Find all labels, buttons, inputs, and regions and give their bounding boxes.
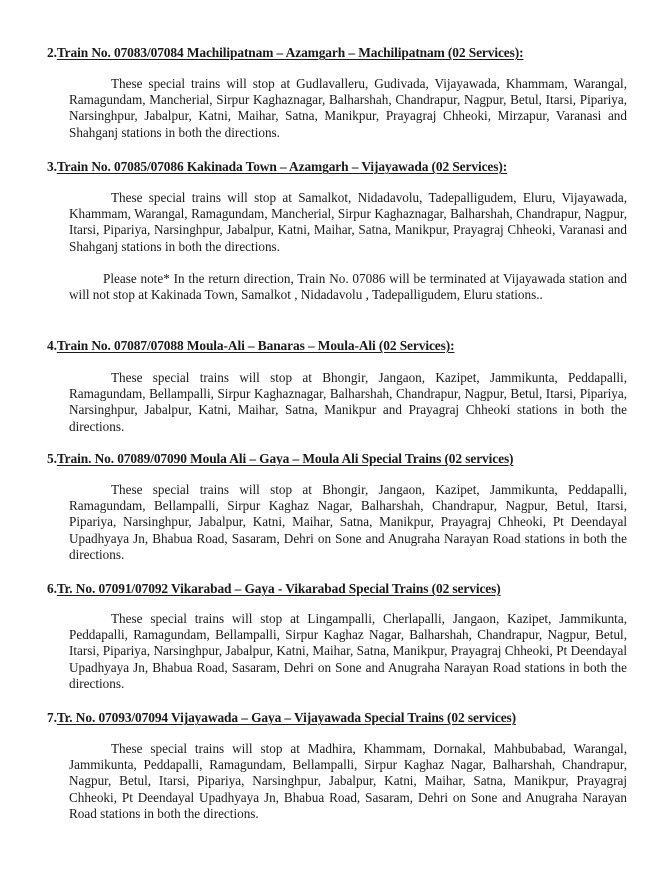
- section-number: 3.: [47, 159, 57, 174]
- section-number: 4.: [47, 338, 57, 353]
- stops-paragraph: These special trains will stop at Bhongir, Jangaon, Kazipet, Jammikunta, Peddapalli, Ramagundam, Bellampalli, Sirpur Kaghaznagar, Balharshah, Chandrapur, Nagpur, Betul, Itarsi, Pipariya, Narsinghpur, Jabalpur, Katni, Maihar, Satna, Manikpur and Prayagraj Chheoki stations in both the directions.: [69, 370, 627, 434]
- stops-paragraph: These special trains will stop at Samalkot, Nidadavolu, Tadepalligudem, Eluru, Vijayawada, Khammam, Warangal, Ramagundam, Mancherial, Sirpur Kaghaznagar, Balharshah, Chandrapur, Nagpur, Itarsi, Pipariya, Narsinghpur, Jabalpur, Katni, Maihar, Satna, Manikpur, Prayagraj Chheoki, Varanasi and Shahganj stations in both the directions.: [69, 190, 627, 254]
- section-title: Tr. No. 07093/07094 Vijayawada – Gaya – Vijayawada Special Trains (02 services): [56, 710, 517, 725]
- section-heading: [47, 581, 501, 597]
- section-heading: [47, 710, 516, 726]
- section-number: 6.: [47, 581, 57, 596]
- section-heading: [47, 451, 513, 467]
- section-title: Train No. 07083/07084 Machilipatnam – Azamgarh – Machilipatnam (02 Services):: [56, 45, 524, 60]
- stops-paragraph: These special trains will stop at Gudlavalleru, Gudivada, Vijayawada, Khammam, Warangal, Ramagundam, Mancherial, Sirpur Kaghaznagar, Balharshah, Chandrapur, Nagpur, Betul, Itarsi, Pipariya, Narsinghpur, Jabalpur, Katni, Maihar, Satna, Manikpur, Prayagraj Chheoki, Mirzapur, Varanasi and Shahganj stations in both the directions.: [69, 76, 627, 140]
- stops-paragraph: These special trains will stop at Madhira, Khammam, Dornakal, Mahbubabad, Warangal, Jammikunta, Peddapalli, Ramagundam, Bellampalli, Sirpur Kaghaz Nagar, Balharshah, Chandrapur, Nagpur, Betul, Itarsi, Pipariya, Narsinghpur, Jabalpur, Katni, Maihar, Satna, Manikpur, Prayagraj Chheoki, Pt Deendayal Upadhyaya Jn, Bhabua Road, Sasaram, Dehri on Sone and Anugraha Narayan Road stations in both the directions.: [69, 741, 627, 821]
- section-heading: [47, 159, 507, 175]
- stops-paragraph: These special trains will stop at Bhongir, Jangaon, Kazipet, Jammikunta, Peddapalli, Ramagundam, Bellampalli, Sirpur Kaghaz Nagar, Balharshah, Chandrapur, Nagpur, Betul, Itarsi, Pipariya, Narsinghpur, Jabalpur, Katni, Maihar, Satna, Manikpur, Prayagraj Chheoki, Pt Deendayal Upadhyaya Jn, Bhabua Road, Sasaram, Dehri on Sone and Anugraha Narayan Road stations in both the directions.: [69, 482, 627, 562]
- section-title: Train No. 07087/07088 Moula-Ali – Banaras – Moula-Ali (02 Services):: [56, 338, 455, 353]
- section-number: 5.: [47, 451, 57, 466]
- section-heading: [47, 45, 523, 61]
- stops-paragraph: These special trains will stop at Lingampalli, Cherlapalli, Jangaon, Kazipet, Jammikunta, Peddapalli, Ramagundam, Bellampalli, Sirpur Kaghaz Nagar, Balharshah, Chandrapur, Nagpur, Betul, Itarsi, Pipariya, Narsinghpur, Jabalpur, Katni, Maihar, Satna, Manikpur, Prayagraj Chheoki, Pt Deendayal Upadhyaya Jn, Bhabua Road, Sasaram, Dehri on Sone and Anugraha Narayan Road stations in both the directions.: [69, 611, 627, 691]
- section-number: 2.: [47, 45, 57, 60]
- note-paragraph: Please note* In the return direction, Train No. 07086 will be terminated at Vijayawada station and will not stop at Kakinada Town, Samalkot , Nidadavolu , Tadepalligudem, Eluru stations..: [69, 271, 627, 303]
- section-title: Train No. 07085/07086 Kakinada Town – Azamgarh – Vijayawada (02 Services):: [56, 159, 508, 174]
- section-title: Tr. No. 07091/07092 Vikarabad – Gaya - Vikarabad Special Trains (02 services): [56, 581, 501, 596]
- section-number: 7.: [47, 710, 57, 725]
- section-title: Train. No. 07089/07090 Moula Ali – Gaya – Moula Ali Special Trains (02 services): [56, 451, 514, 466]
- section-heading: [47, 338, 454, 354]
